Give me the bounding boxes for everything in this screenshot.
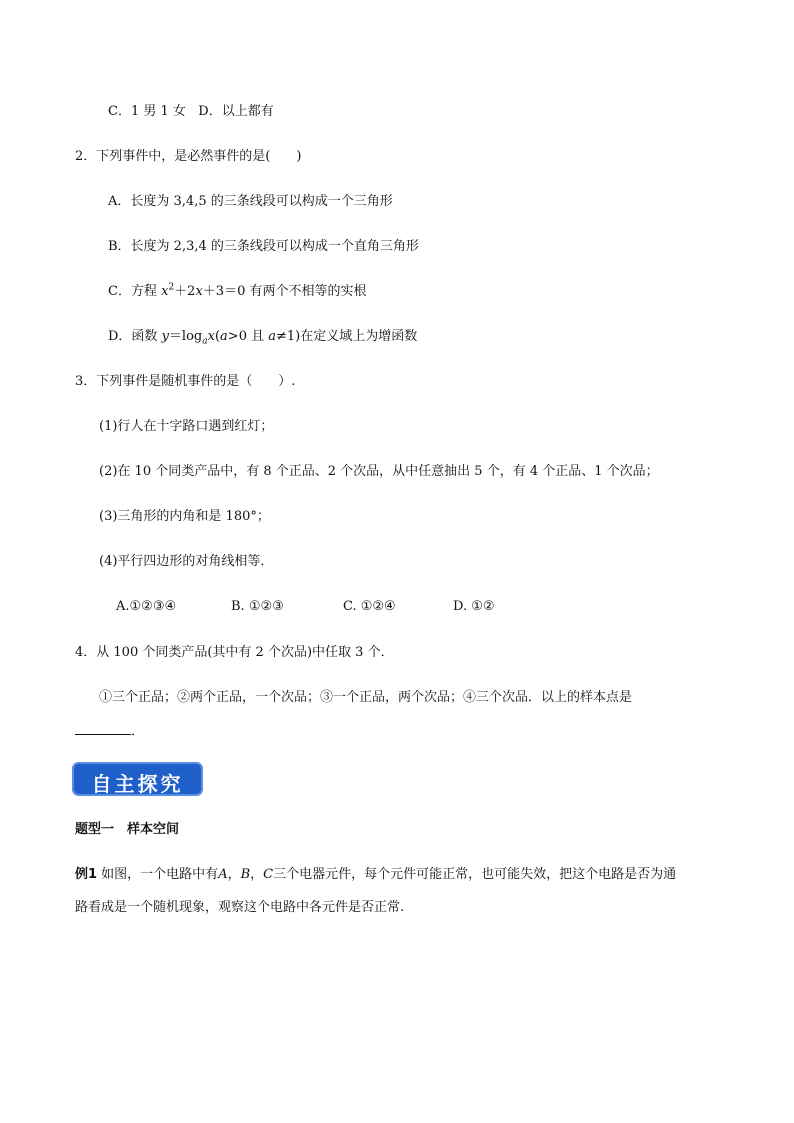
option-c-text: C．1 男 1 女 <box>108 104 186 119</box>
question-3-item-3: (3)三角形的内角和是 180°； <box>99 509 270 524</box>
question-3-item-2: (2)在 10 个同类产品中，有 8 个正品、2 个次品，从中任意抽出 5 个，有 4 个正品、1 个次品； <box>99 464 659 479</box>
question-3-options <box>116 598 495 616</box>
example-text-b: 三个电器元件，每个元件可能正常，也可能失效，把这个电路是否为通 <box>273 867 677 882</box>
q2-d-base-a: a <box>202 336 208 347</box>
option-d-text: D．以上都有 <box>198 104 274 119</box>
question-2-option-a: A．长度为 3,4,5 的三条线段可以构成一个三角形 <box>108 194 393 209</box>
section-banner-label: 自主探究 <box>91 772 184 796</box>
example-1-line-1 <box>75 866 676 884</box>
example-var-b: B <box>240 867 251 882</box>
question-2-option-c <box>108 283 366 301</box>
question-2-option-d <box>108 328 417 346</box>
q2-d-var-y: y <box>161 329 169 344</box>
question-4-line-2 <box>75 722 144 741</box>
example-label: 例1 <box>75 867 98 882</box>
example-var-c: C <box>263 867 274 882</box>
q2-c-var-x: x <box>161 284 169 299</box>
question-2-option-b: B．长度为 2,3,4 的三条线段可以构成一个直角三角形 <box>108 239 419 254</box>
q2-d-eq: ＝log <box>168 329 203 344</box>
section-banner <box>72 762 203 796</box>
question-3-option-c: C. ①②④ <box>343 599 396 614</box>
question-3-option-b: B. ①②③ <box>231 599 284 614</box>
example-var-a: A <box>218 867 228 882</box>
question-3-item-1: (1)行人在十字路口遇到红灯； <box>99 419 274 434</box>
example-sep-1: ， <box>227 867 241 882</box>
question-2-stem: 2．下列事件中，是必然事件的是( ) <box>75 149 302 164</box>
question-4-stem: 4．从 100 个同类产品(其中有 2 个次品)中任取 3 个． <box>75 645 394 660</box>
question-3-stem: 3．下列事件是随机事件的是（ ）. <box>75 374 296 389</box>
q2-d-paren: ( <box>214 329 221 344</box>
q2-d-gt: >0 且 <box>227 329 269 344</box>
q2-c-var-x2: x <box>195 284 203 299</box>
q2-d-neq: ≠1)在定义域上为增函数 <box>276 329 418 344</box>
example-1-line-2: 路看成是一个随机现象，观察这个电路中各元件是否正常. <box>75 900 405 915</box>
q2-c-mid: ＋2 <box>174 284 196 299</box>
question-3-item-4: (4)平行四边形的对角线相等． <box>99 554 274 569</box>
question-4-period: ． <box>131 724 145 739</box>
question-3-option-a: A.①②③④ <box>116 599 177 614</box>
example-sep-2: ， <box>250 867 264 882</box>
q2-c-suffix: ＋3＝0 有两个不相等的实根 <box>202 284 367 299</box>
question-4-line-1: ①三个正品；②两个正品，一个次品；③一个正品，两个次品；④三个次品．以上的样本点是 <box>99 690 633 705</box>
q2-d-prefix: D．函数 <box>108 329 162 344</box>
option-c <box>108 103 274 121</box>
answer-blank <box>75 722 131 735</box>
q2-c-prefix: C．方程 <box>108 284 162 299</box>
q2-d-var-a2: a <box>268 329 276 344</box>
q2-d-var-x: x <box>207 329 215 344</box>
q2-d-var-a1: a <box>220 329 228 344</box>
question-3-option-d: D. ①② <box>453 599 495 614</box>
q2-c-exponent: 2 <box>168 282 175 293</box>
topic-heading: 题型一 样本空间 <box>75 822 180 837</box>
example-text-a: 如图，一个电路中有 <box>97 867 219 882</box>
